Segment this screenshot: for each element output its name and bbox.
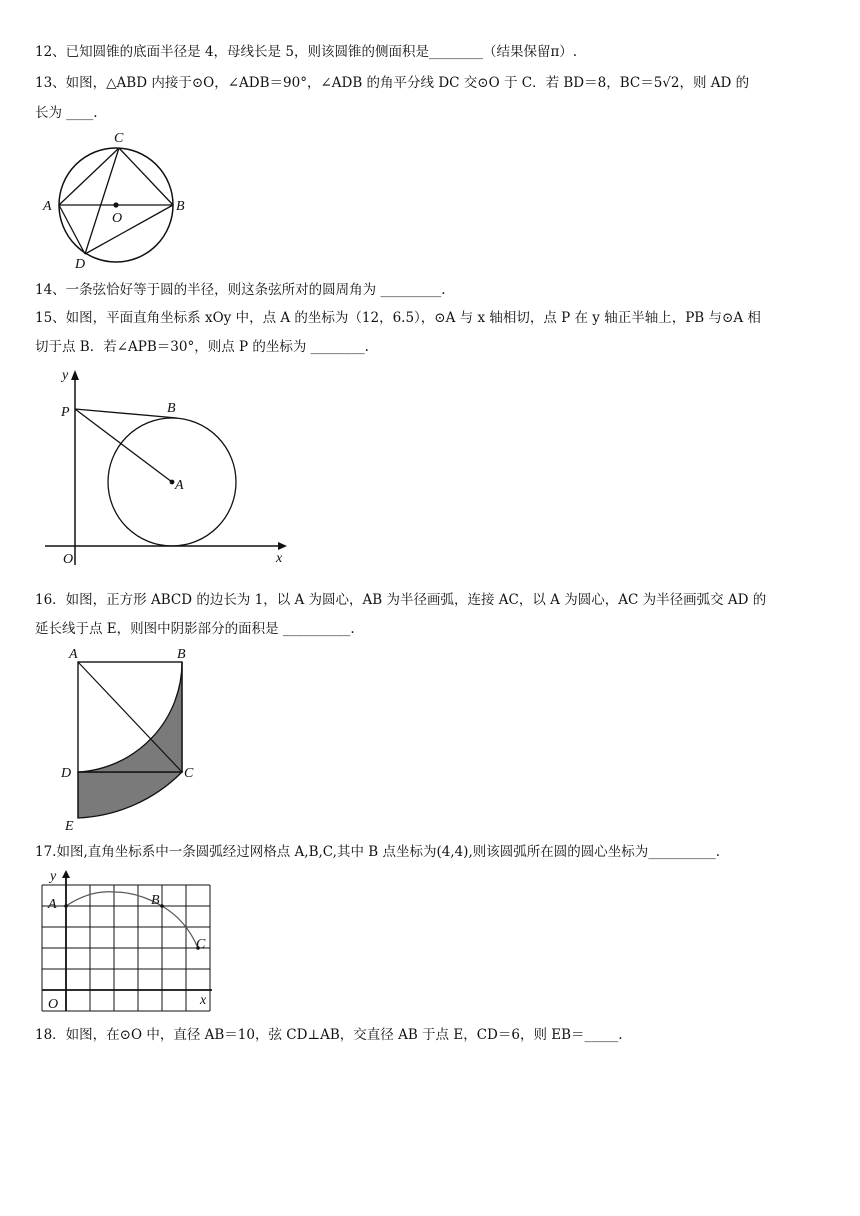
segment-ad	[59, 205, 85, 254]
label-c: C	[184, 766, 194, 781]
question-16-line-1: 16．如图，正方形 ABCD 的边长为 1，以 A 为圆心，AB 为半径画弧，连接 AC，以 A 为圆心，AC 为半径画弧交 AD 的	[35, 592, 767, 608]
question-15-line-1: 15、如图，平面直角坐标系 xOy 中，点 A 的坐标为（12，6.5），⊙A 与 x 轴相切，点 P 在 y 轴正半轴上，PB 与⊙A 相	[35, 310, 761, 326]
arc-abc	[66, 892, 198, 948]
figure-15-coordinate-diagram	[35, 365, 295, 575]
label-o: O	[112, 211, 123, 226]
shaded-region-lower	[78, 772, 182, 818]
question-15-line-2: 切于点 B．若∠APB＝30°，则点 P 的坐标为 ________.	[35, 339, 369, 355]
label-b: B	[151, 893, 160, 908]
label-x: x	[200, 993, 207, 1008]
label-a: A	[48, 897, 57, 912]
point-b	[160, 904, 164, 908]
label-o: O	[48, 997, 59, 1012]
figure-16-square-arc-diagram	[55, 646, 215, 836]
question-13-line-1: 13、如图，△ABD 内接于⊙O，∠ADB＝90°，∠ADB 的角平分线 DC 交⊙O 于 C．若 BD＝8，BC＝5√2，则 AD 的	[35, 75, 750, 91]
label-c: C	[114, 131, 124, 146]
y-axis-arrow	[62, 870, 70, 878]
label-y: y	[62, 368, 69, 383]
y-axis-arrow	[71, 370, 79, 380]
center-point-a	[170, 480, 175, 485]
label-b: B	[176, 199, 185, 214]
question-12: 12、已知圆锥的底面半径是 4，母线长是 5，则该圆锥的侧面积是________（结果保留π）.	[35, 44, 578, 60]
center-point-o	[113, 202, 118, 207]
figure-13-circle-diagram	[35, 128, 195, 270]
question-18: 18．如图，在⊙O 中，直径 AB＝10，弦 CD⊥AB，交直径 AB 于点 E，CD＝6，则 EB＝_____.	[35, 1027, 623, 1043]
label-a: A	[175, 478, 184, 493]
question-17: 17.如图,直角坐标系中一条圆弧经过网格点 A,B,C,其中 B 点坐标为(4,4),则该圆弧所在圆的圆心坐标为__________.	[35, 844, 721, 860]
x-axis-arrow	[278, 542, 287, 550]
label-y: y	[50, 869, 57, 884]
label-c: C	[196, 937, 206, 952]
label-a: A	[69, 647, 78, 662]
tangent-pb	[75, 409, 177, 418]
point-a	[64, 904, 68, 908]
question-14: 14、一条弦恰好等于圆的半径，则这条弦所对的圆周角为 _________.	[35, 282, 446, 298]
label-d: D	[75, 257, 86, 270]
label-o: O	[63, 552, 74, 567]
label-p: P	[61, 405, 70, 420]
question-16-line-2: 延长线于点 E，则图中阴影部分的面积是 __________.	[35, 621, 355, 637]
label-e: E	[65, 819, 74, 834]
question-13-line-2: 长为 ____.	[35, 105, 98, 121]
label-d: D	[61, 766, 72, 781]
label-a: A	[43, 199, 52, 214]
label-x: x	[276, 551, 283, 566]
label-b: B	[167, 401, 176, 416]
label-b: B	[177, 647, 186, 662]
grid-lines	[42, 885, 210, 1011]
figure-17-grid-arc-diagram	[38, 868, 218, 1016]
